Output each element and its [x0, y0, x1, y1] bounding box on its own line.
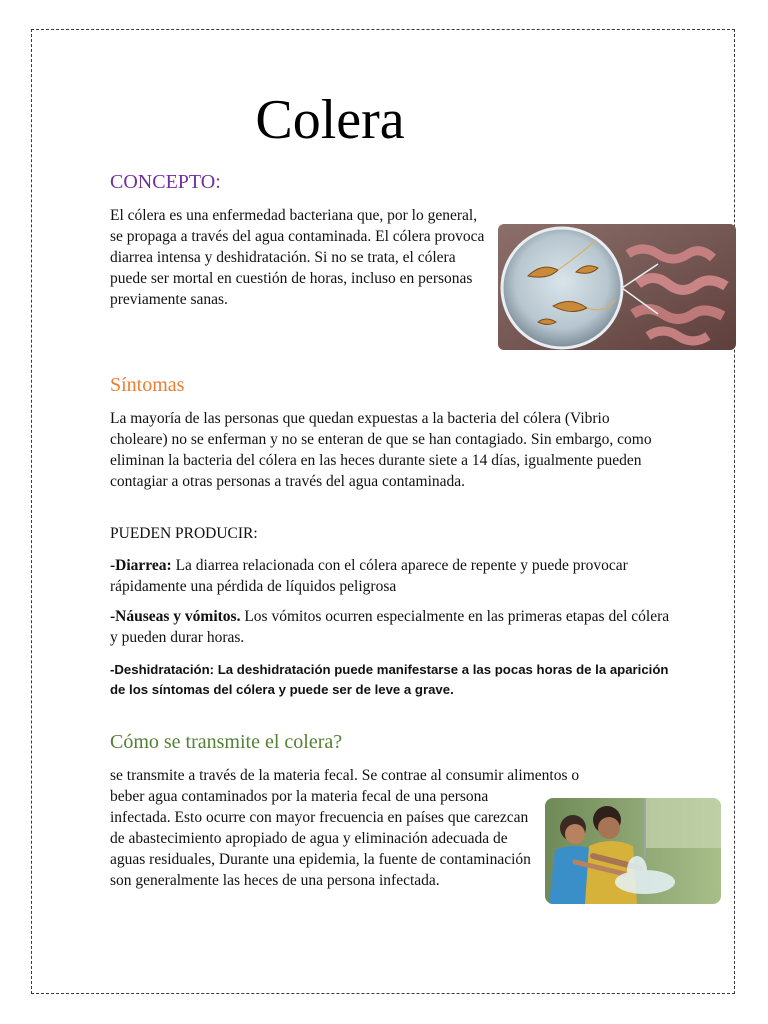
- transmite-heading: Cómo se transmite el colera?: [110, 731, 343, 753]
- diarrea-text: La diarrea relacionada con el cólera aparece de repente y puede provocar rápidamente una pérdida de líquidos peligrosa: [110, 557, 628, 596]
- diarrea-item: [110, 555, 670, 597]
- transmite-text: beber agua contaminados por la materia fecal de una persona infectada. Esto ocurre con mayor frecuencia en países que carezcan de abastecimiento apropiado de agua y eliminación adecuada de aguas residuales, Durante una epidemia, la fuente de contaminación son generalmente las heces de una persona infectada.: [110, 788, 531, 890]
- sintomas-heading: Síntomas: [110, 374, 185, 396]
- deshidratacion-item: -Deshidratación: La deshidratación puede manifestarse a las pocas horas de la aparición de los síntomas del cólera y puede ser de leve a grave.: [110, 662, 669, 698]
- bacteria-image: [498, 224, 736, 350]
- sintomas-text: La mayoría de las personas que quedan expuestas a la bacteria del cólera (Vibrio choleare) no se enferman y no se enteran de que se han contagiado. Sin embargo, como eliminan la bacteria del cólera en las heces durante siete a 14 días, igualmente pueden contagiar a otras personas a través del agua contaminada.: [110, 410, 652, 491]
- children-washing-image: [545, 798, 721, 904]
- concepto-text: El cólera es una enfermedad bacteriana que, por lo general, se propaga a través del agua contaminada. El cólera provoca diarrea intensa y deshidratación. Si no se trata, el cólera puede ser mortal en cuestión de horas, incluso en personas previamente sanas.: [110, 207, 485, 309]
- page-title: Colera: [255, 89, 405, 151]
- concepto-heading: CONCEPTO:: [110, 171, 221, 193]
- diarrea-label: -Diarrea:: [110, 557, 172, 574]
- transmite-text-line1: se transmite a través de la materia fecal. Se contrae al consumir alimentos o: [110, 767, 580, 784]
- nauseas-label: -Náuseas y vómitos.: [110, 608, 241, 625]
- nauseas-text: Los vómitos ocurren especialmente en las primeras etapas del cólera y pueden durar horas.: [110, 608, 670, 647]
- pueden-producir-label: PUEDEN PRODUCIR:: [110, 525, 258, 542]
- nauseas-item: [110, 606, 670, 648]
